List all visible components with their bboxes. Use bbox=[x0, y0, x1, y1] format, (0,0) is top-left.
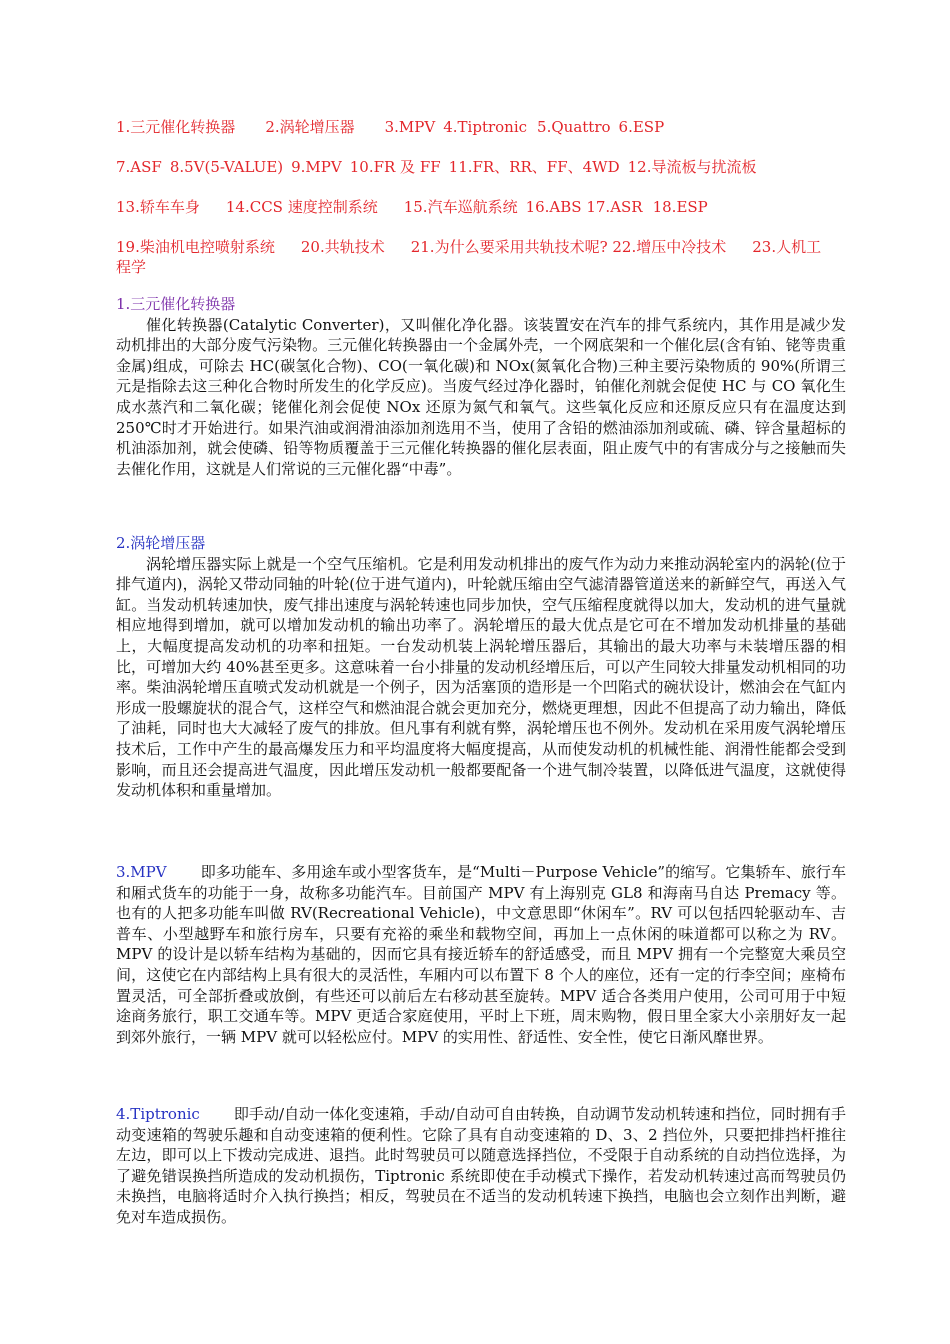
section-heading: 4.Tiptronic bbox=[116, 1105, 200, 1123]
toc-item[interactable]: 1.三元催化转换器 bbox=[116, 118, 236, 136]
toc-item[interactable]: 15.汽车巡航系统 bbox=[403, 198, 518, 216]
toc-item[interactable]: 14.CCS 速度控制系统 bbox=[225, 198, 378, 216]
toc-item[interactable]: 3.MPV bbox=[384, 118, 436, 136]
toc-item[interactable]: 21.为什么要采用共轨技术呢? 22.增压中冷技术 bbox=[410, 238, 727, 256]
toc-item[interactable]: 9.MPV bbox=[291, 158, 342, 176]
toc-item[interactable]: 6.ESP bbox=[618, 118, 665, 136]
toc-item[interactable]: 10.FR 及 FF bbox=[349, 158, 441, 176]
toc-item[interactable]: 8.5V(5-VALUE) bbox=[169, 158, 284, 176]
toc-item[interactable]: 23.人机工程学 bbox=[116, 238, 822, 276]
toc-item[interactable]: 5.Quattro bbox=[537, 118, 611, 136]
toc-line-3 bbox=[116, 197, 836, 217]
toc-line-2 bbox=[116, 157, 836, 177]
toc-item[interactable]: 18.ESP bbox=[652, 198, 708, 216]
toc-item[interactable]: 4.Tiptronic bbox=[443, 118, 528, 136]
toc-item[interactable]: 2.涡轮增压器 bbox=[265, 118, 355, 136]
section-catalytic-converter bbox=[116, 294, 846, 479]
section-heading: 1.三元催化转换器 bbox=[116, 295, 236, 313]
section-body: 即多功能车、多用途车或小型客货车，是“Multi－Purpose Vehicle”的缩写。它集轿车、旅行车和厢式货车的功能于一身，故称多功能汽车。目前国产 MPV 有上海别克 GL8 和海南马自达 Premacy 等。也有的人把多功能车叫做 RV(Recreational Vehicle)，中文意思即“休闲车”。RV 可以包括四轮驱动车、吉普车、小型越野车和旅行房车，只要有充裕的乘坐和载物空间，再加上一点休闲的味道都可以称之为 RV。MPV 的设计是以轿车结构为基础的，因而它具有接近轿车的舒适感受，而且 MPV 拥有一个完整宽大乘员空间，这使它在内部结构上具有很大的灵活性，车厢内可以布置下 8 个人的座位，还有一定的行李空间；座椅布置灵活，可全部折叠或放倒，有些还可以前后左右移动甚至旋转。MPV 适合各类用户使用，公司可用于中短途商务旅行，职工交通车等。MPV 更适合家庭使用，平时上下班，周末购物，假日里全家大小亲朋好友一起到郊外旅行，一辆 MPV 就可以轻松应付。MPV 的实用性、舒适性、安全性，使它日渐风靡世界。 bbox=[116, 863, 846, 1046]
section-turbocharger bbox=[116, 533, 846, 801]
section-body: 催化转换器(Catalytic Converter)，又叫催化净化器。该装置安在汽车的排气系统内，其作用是减少发动机排出的大部分废气污染物。三元催化转换器由一个金属外壳，一个网底架和一个催化层(含有铂、铑等贵重金属)组成，可除去 HC(碳氢化合物)、CO(一氧化碳)和 NOx(氮氧化合物)三种主要污染物质的 90%(所谓三元是指除去这三种化合物时所发生的化学反应)。当废气经过净化器时，铂催化剂就会促使 HC 与 CO 氧化生成水蒸汽和二氧化碳；铑催化剂会促使 NOx 还原为氮气和氧气。这些氧化反应和还原反应只有在温度达到 250℃时才开始进行。如果汽油或润滑油添加剂选用不当，使用了含铅的燃油添加剂或硫、磷、锌含量超标的机油添加剂，就会使磷、铅等物质覆盖于三元催化转换器的催化层表面，阻止废气中的有害成分与之接触而失去催化作用，这就是人们常说的三元催化器“中毒”。 bbox=[116, 315, 846, 478]
section-body: 涡轮增压器实际上就是一个空气压缩机。它是利用发动机排出的废气作为动力来推动涡轮室内的涡轮(位于排气道内)，涡轮又带动同轴的叶轮(位于进气道内)，叶轮就压缩由空气滤清器管道送来的新鲜空气，再送入气缸。当发动机转速加快，废气排出速度与涡轮转速也同步加快，空气压缩程度就得以加大，发动机的进气量就相应地得到增加，就可以增加发动机的输出功率了。涡轮增压的最大优点是它可在不增加发动机排量的基础上，大幅度提高发动机的功率和扭矩。一台发动机装上涡轮增压器后，其输出的最大功率与未装增压器的相比，可增加大约 40%甚至更多。这意味着一台小排量的发动机经增压后，可以产生同较大排量发动机相同的功率。柴油涡轮增压直喷式发动机就是一个例子，因为活塞顶的造形是一个凹陷式的碗状设计，燃油会在气缸内形成一股螺旋状的混合气，这样空气和燃油混合就会更加充分，燃烧更理想，因此不但提高了动力输出，降低了油耗，同时也大大减轻了废气的排放。但凡事有利就有弊，涡轮增压也不例外。发动机在采用废气涡轮增压技术后，工作中产生的最高爆发压力和平均温度将大幅度提高，从而使发动机的机械性能、润滑性能都会受到影响，而且还会提高进气温度，因此增压发动机一般都要配备一个进气制冷装置，以降低进气温度，这就使得发动机体积和重量增加。 bbox=[116, 554, 846, 800]
section-body: 即手动/自动一体化变速箱，手动/自动可自由转换，自动调节发动机转速和挡位，同时拥有手动变速箱的驾驶乐趣和自动变速箱的便利性。它除了具有自动变速箱的 D、3、2 挡位外，只要把排挡杆推往左边，即可以上下拨动完成进、退挡。此时驾驶员可以随意选择挡位，不受限于自动系统的自动挡位选择，为了避免错误换挡所造成的发动机损伤，Tiptronic 系统即使在手动模式下操作，若发动机转速过高而驾驶员仍未换挡，电脑将适时介入执行换挡；相反，驾驶员在不适当的发动机转速下换挡，电脑也会立刻作出判断，避免对车造成损伤。 bbox=[116, 1105, 846, 1226]
toc-item[interactable]: 12.导流板与扰流板 bbox=[627, 158, 757, 176]
section-tiptronic bbox=[116, 1104, 846, 1228]
toc-item[interactable]: 20.共轨技术 bbox=[300, 238, 385, 256]
toc-line-1 bbox=[116, 117, 836, 137]
toc-item[interactable]: 16.ABS 17.ASR bbox=[525, 198, 643, 216]
toc-line-4 bbox=[116, 237, 836, 277]
toc-item[interactable]: 13.轿车车身 bbox=[116, 198, 200, 216]
table-of-contents bbox=[116, 117, 836, 277]
section-mpv bbox=[116, 862, 846, 1047]
toc-item[interactable]: 7.ASF bbox=[116, 158, 162, 176]
section-heading: 3.MPV bbox=[116, 863, 167, 881]
toc-item[interactable]: 19.柴油机电控喷射系统 bbox=[116, 238, 275, 256]
section-heading: 2.涡轮增压器 bbox=[116, 534, 206, 552]
toc-item[interactable]: 11.FR、RR、FF、4WD bbox=[448, 158, 620, 176]
